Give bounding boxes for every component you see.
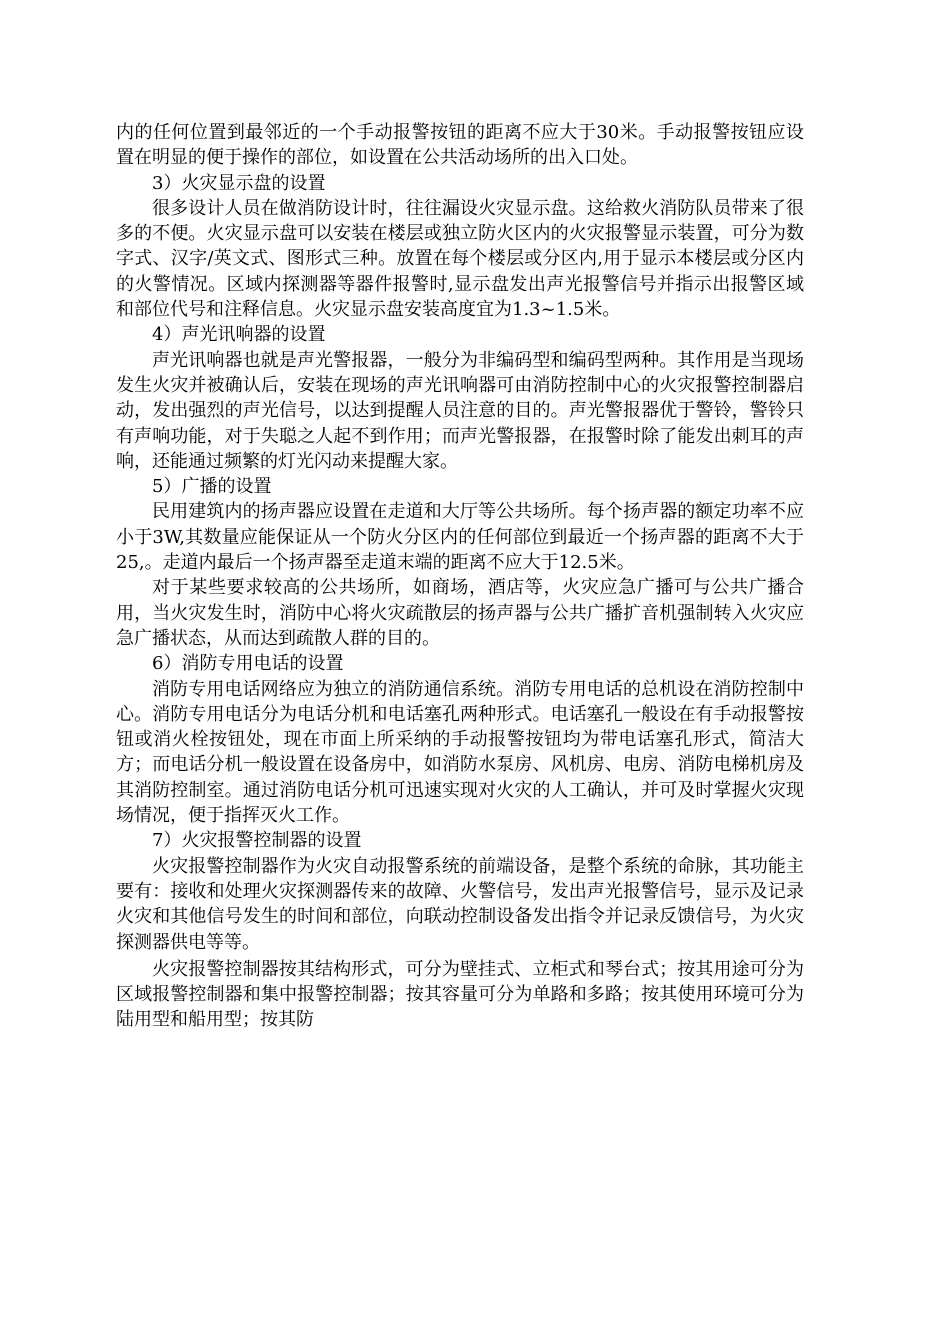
paragraph-continuation: 内的任何位置到最邻近的一个手动报警按钮的距离不应大于30米。手动报警按钮应设置在明显的便于操作的部位，如设置在公共活动场所的出入口处。 [116, 122, 804, 169]
paragraph-display-panel: 很多设计人员在做消防设计时，往往漏设火灾显示盘。这给救火消防队员带来了很多的不便。火灾显示盘可以安装在楼层或独立防火区内的火灾报警显示装置，可分为数字式、汉字/英文式、图形式三种。放置在每个楼层或分区内,用于显示本楼层或分区内的火警情况。区域内探测器等器件报警时,显示盘发出声光报警信号并指示出报警区域和部位代号和注释信息。火灾显示盘安装高度宜为1.3~1.5米。 [116, 197, 804, 321]
paragraph-broadcast-public: 对于某些要求较高的公共场所，如商场，酒店等，火灾应急广播可与公共广播合用，当火灾发生时，消防中心将火灾疏散层的扬声器与公共广播扩音机强制转入火灾应急广播状态，从而达到疏散人群的目的。 [116, 577, 804, 649]
section-heading-sound-light-alarm: 4）声光讯响器的设置 [152, 324, 326, 346]
section-heading-display-panel: 3）火灾显示盘的设置 [152, 172, 326, 194]
section-heading-alarm-controller: 7）火灾报警控制器的设置 [152, 830, 362, 852]
paragraph-alarm-controller-types: 火灾报警控制器按其结构形式，可分为壁挂式、立柜式和琴台式；按其用途可分为区域报警控制器和集中报警控制器；按其容量可分为单路和多路；按其使用环境可分为陆用型和船用型；按其防 [116, 958, 804, 1031]
section-heading-fire-telephone: 6）消防专用电话的设置 [152, 653, 344, 675]
paragraph-broadcast-speakers: 民用建筑内的扬声器应设置在走道和大厅等公共场所。每个扬声器的额定功率不应小于3W,其数量应能保证从一个防火分区内的任何部位到最近一个扬声器的距离不大于25,。走道内最后一个扬声器至走道末端的距离不应大于12.5米。 [116, 501, 804, 574]
paragraph-alarm-controller-function: 火灾报警控制器作为火灾自动报警系统的前端设备，是整个系统的命脉，其功能主要有：接收和处理火灾探测器传来的故障、火警信号，发出声光报警信号，显示及记录火灾和其他信号发生的时间和部位，向联动控制设备发出指令并记录反馈信号，为火灾探测器供电等等。 [116, 855, 804, 953]
paragraph-sound-light-alarm: 声光讯响器也就是声光警报器，一般分为非编码型和编码型两种。其作用是当现场发生火灾并被确认后，安装在现场的声光讯响器可由消防控制中心的火灾报警控制器启动，发出强烈的声光信号，以达到提醒人员注意的目的。声光警报器优于警铃，警铃只有声响功能，对于失聪之人起不到作用；而声光警报器，在报警时除了能发出刺耳的声响，还能通过频繁的灯光闪动来提醒大家。 [116, 349, 804, 472]
section-heading-broadcast: 5）广播的设置 [152, 476, 272, 498]
paragraph-fire-telephone: 消防专用电话网络应为独立的消防通信系统。消防专用电话的总机设在消防控制中心。消防专用电话分为电话分机和电话塞孔两种形式。电话塞孔一般设在有手动报警按钮或消火栓按钮处，现在市面上所采纳的手动报警按钮均为带电话塞孔形式，简洁大方；而电话分机一般设置在设备房中，如消防水泵房、风机房、电房、消防电梯机房及其消防控制室。通过消防电话分机可迅速实现对火灾的人工确认，并可及时掌握火灾现场情况，便于指挥灭火工作。 [116, 678, 804, 827]
document-body [116, 120, 804, 1033]
